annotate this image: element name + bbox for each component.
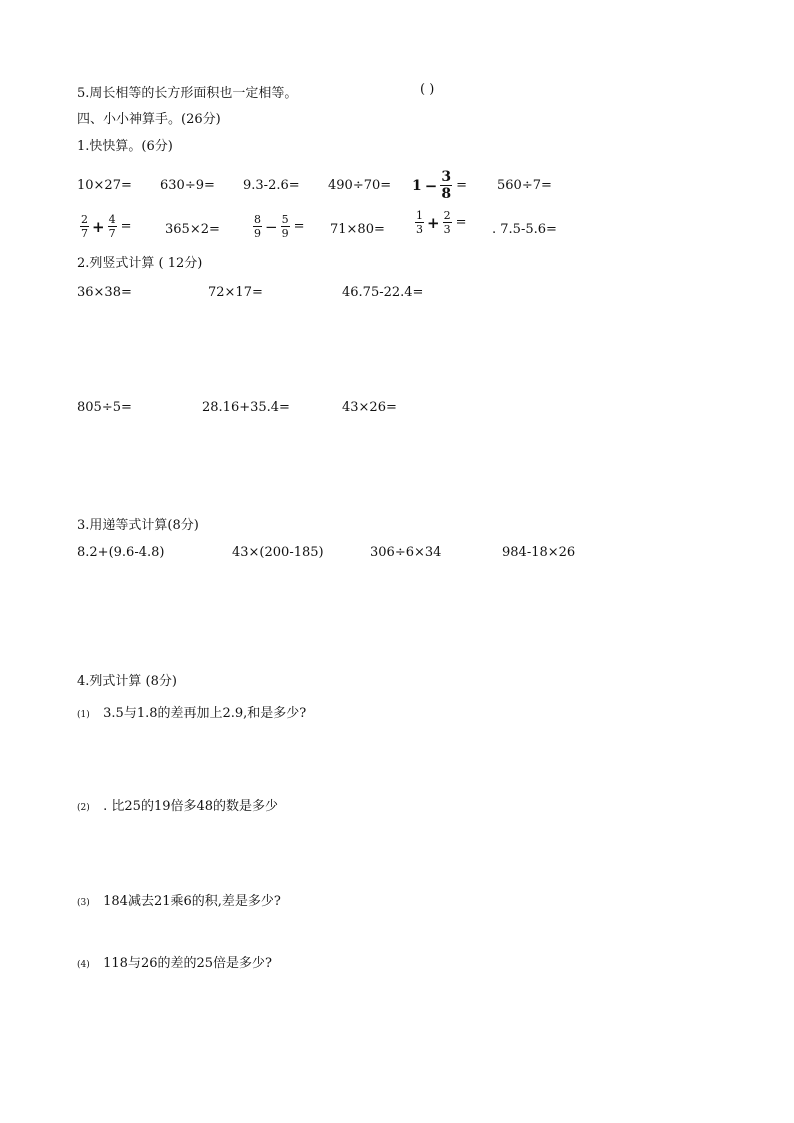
section-title: 四、小小神算手。(26分) bbox=[77, 112, 221, 127]
problem-index: (4) bbox=[77, 960, 90, 970]
fraction bbox=[108, 214, 117, 239]
problem-index: (1) bbox=[77, 710, 90, 720]
calc-item: 560÷7= bbox=[497, 178, 552, 193]
problem-text: 184减去21乘6的积,差是多少? bbox=[103, 894, 281, 909]
word-problem bbox=[77, 952, 272, 971]
calc-item: 365×2= bbox=[165, 222, 220, 237]
part4-title: 4.列式计算 (8分) bbox=[77, 674, 177, 689]
calc-item: 10×27= bbox=[77, 178, 132, 193]
numerator: 2 bbox=[81, 213, 88, 226]
denominator: 9 bbox=[281, 227, 289, 240]
part2-title: 2.列竖式计算 ( 12分) bbox=[77, 256, 203, 271]
plus-sign: + bbox=[427, 213, 440, 232]
fraction-expression bbox=[80, 214, 131, 239]
denominator: 8 bbox=[441, 186, 452, 202]
whole-number: 1 bbox=[412, 177, 422, 194]
fraction-expression bbox=[415, 210, 466, 235]
numerator: 3 bbox=[441, 169, 452, 185]
equals-sign: = bbox=[120, 219, 132, 234]
numerator: 2 bbox=[443, 209, 451, 222]
judge-item-5: 5.周长相等的长方形面积也一定相等。 bbox=[77, 86, 298, 101]
part3-title: 3.用递等式计算(8分) bbox=[77, 518, 199, 533]
vertical-calc-item: 36×38= bbox=[77, 285, 132, 300]
numerator: 5 bbox=[281, 213, 289, 226]
equals-sign: = bbox=[293, 219, 305, 234]
answer-blank[interactable]: ( ) bbox=[420, 82, 435, 97]
problem-index: (2) bbox=[77, 803, 90, 813]
fraction bbox=[80, 214, 89, 239]
calc-item: . 7.5-5.6= bbox=[492, 222, 557, 237]
calc-item: 9.3-2.6= bbox=[243, 178, 300, 193]
fraction-expression bbox=[412, 170, 467, 201]
fraction bbox=[253, 214, 262, 239]
stepwise-calc-item: 306÷6×34 bbox=[370, 545, 442, 560]
word-problem bbox=[77, 795, 278, 814]
vertical-calc-item: 72×17= bbox=[208, 285, 263, 300]
denominator: 9 bbox=[254, 227, 261, 240]
problem-text: . 比25的19倍多48的数是多少 bbox=[103, 799, 279, 814]
minus-sign: − bbox=[424, 176, 438, 195]
vertical-calc-item: 46.75-22.4= bbox=[342, 285, 424, 300]
plus-sign: + bbox=[92, 217, 105, 236]
equals-sign: = bbox=[456, 178, 467, 193]
vertical-calc-item: 43×26= bbox=[342, 400, 397, 415]
problem-index: (3) bbox=[77, 898, 90, 908]
fraction bbox=[415, 210, 424, 235]
calc-item: 490÷70= bbox=[328, 178, 392, 193]
stepwise-calc-item: 984-18×26 bbox=[502, 545, 576, 560]
problem-text: 3.5与1.8的差再加上2.9,和是多少? bbox=[103, 706, 307, 721]
stepwise-calc-item: 43×(200-185) bbox=[232, 545, 324, 560]
word-problem bbox=[77, 702, 306, 721]
fraction-expression bbox=[253, 214, 304, 239]
denominator: 7 bbox=[108, 227, 116, 240]
denominator: 7 bbox=[81, 227, 88, 240]
vertical-calc-item: 805÷5= bbox=[77, 400, 132, 415]
calc-item: 630÷9= bbox=[160, 178, 215, 193]
calc-item: 71×80= bbox=[330, 222, 385, 237]
fraction bbox=[281, 214, 290, 239]
numerator: 4 bbox=[108, 213, 116, 226]
stepwise-calc-item: 8.2+(9.6-4.8) bbox=[77, 545, 165, 560]
word-problem bbox=[77, 890, 281, 909]
problem-text: 118与26的差的25倍是多少? bbox=[103, 956, 273, 971]
equals-sign: = bbox=[455, 215, 467, 230]
minus-sign: − bbox=[265, 217, 278, 236]
fraction bbox=[440, 170, 452, 201]
vertical-calc-item: 28.16+35.4= bbox=[202, 400, 290, 415]
numerator: 8 bbox=[254, 213, 261, 226]
part1-title: 1.快快算。(6分) bbox=[77, 139, 173, 154]
numerator: 1 bbox=[416, 209, 423, 222]
fraction bbox=[443, 210, 452, 235]
denominator: 3 bbox=[443, 223, 451, 236]
denominator: 3 bbox=[416, 223, 423, 236]
